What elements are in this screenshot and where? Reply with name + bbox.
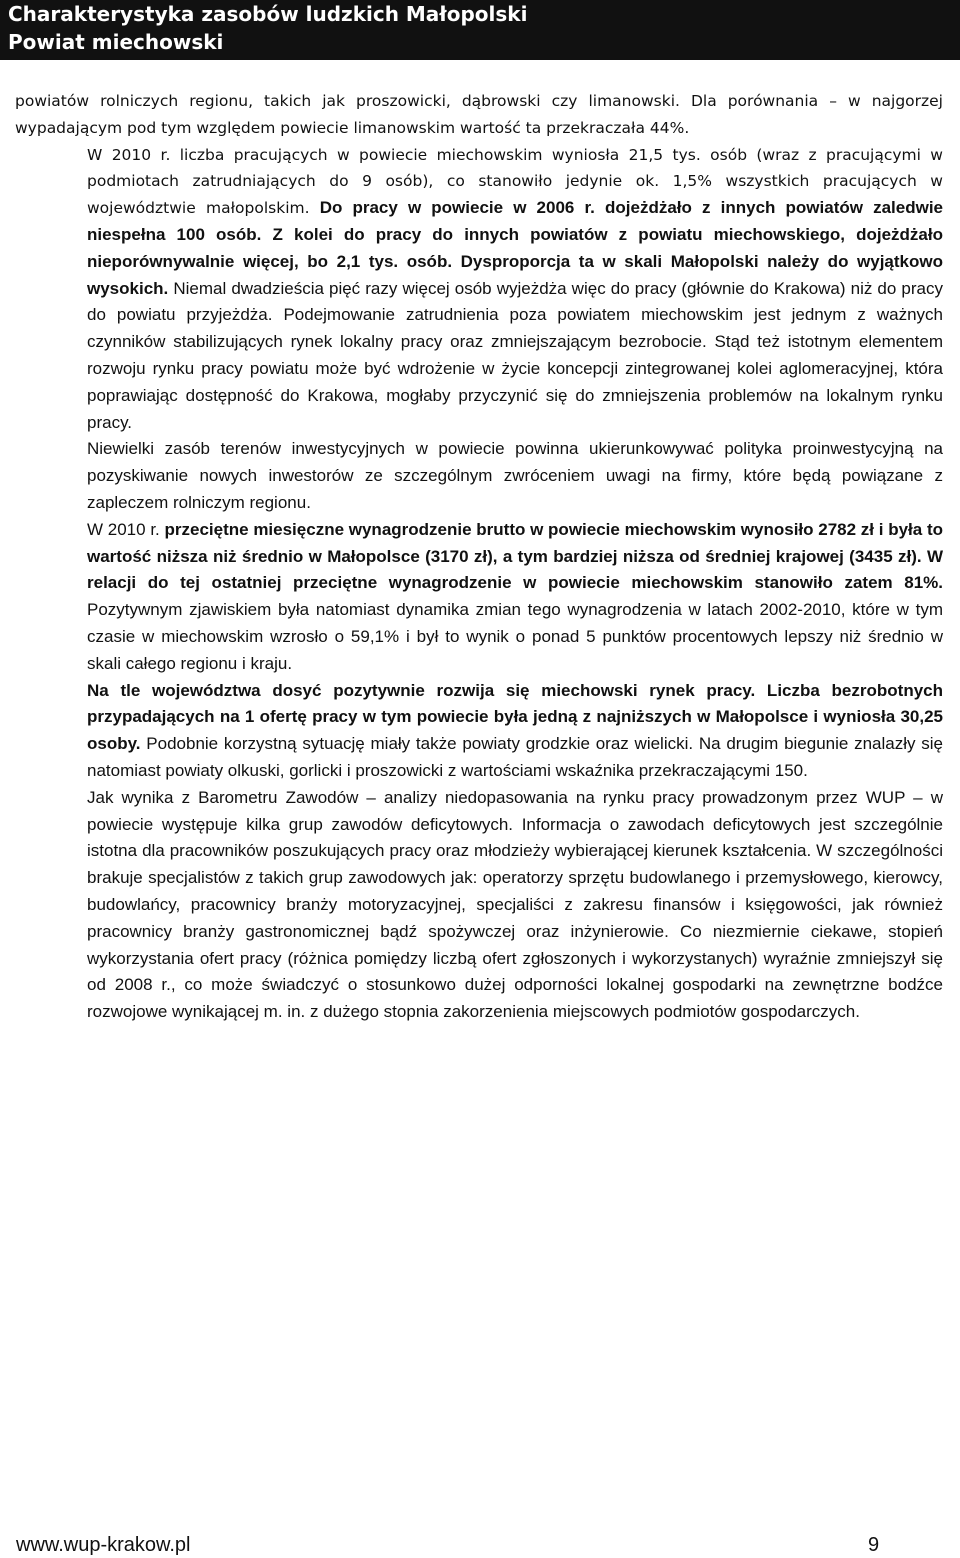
paragraph-1: powiatów rolniczych regionu, takich jak proszowicki, dąbrowski czy limanowski. Dla porównania – w najgorzej wypadającym pod tym względem powiecie limanowskim wartość ta przekraczała 44%. [15,92,943,137]
paragraph-5 [15,678,943,785]
paragraph-4 [15,517,943,678]
page-header [0,0,960,60]
paragraph-4-highlight: przeciętne miesięczne wynagrodzenie brutto w powiecie miechowskim wynosiło 2782 zł i była to wartość niższa niż średnio w Małopolsce (3170 zł), a tym bardziej niższa od średniej krajowej (3435 zł). W relacji do tej ostatniej przeciętne wynagrodzenie w powiecie miechowskim stanowiło zatem 81%. [87,519,943,593]
document-body [15,88,943,1026]
paragraph-6: Jak wynika z Barometru Zawodów – analizy niedopasowania na rynku pracy prowadzonym przez WUP – w powiecie występuje kilka grup zawodów deficytowych. Informacja o zawodach deficytowych jest szczególnie istotna dla pracowników poszukujących pracy oraz młodzieży wybierającej kierunek kształcenia. W szczególności brakuje specjalistów z takich grup zawodowych jak: operatorzy sprzętu budowlanego i przemysłowego, kierowcy, budowlańcy, pracownicy branży motoryzacyjnej, specjaliści z zakresu finansów i księgowości, jak również pracownicy branży gastronomicznej bądź spożywczej oraz inżynierowie. Co niezmiernie ciekawe, stopień wykorzystania ofert pracy (różnica pomiędzy liczbą ofert zgłoszonych i wykorzystanych) wyraźnie zmniejszył się od 2008 r., co może świadczyć o stosunkowo dużej odporności lokalnej gospodarki na zewnętrzne bodźce rozwojowe wynikającej m. in. z dużego stopnia zakorzenienia miejscowych podmiotów gospodarczych. [87,787,943,1022]
header-title: Charakterystyka zasobów ludzkich Małopolski [8,2,528,26]
paragraph-2-highlight: Do pracy w powiecie w 2006 r. dojeżdżało z innych powiatów zaledwie niespełna 100 osób. Z kolei do pracy do innych powiatów z powiatu miechowskiego, dojeżdżało nieporównywalnie więcej, bo 2,1 tys. osób. Dysproporcja ta w skali Małopolski należy do wyjątkowo wysokich. [87,198,943,298]
footer-url[interactable]: www.wup-krakow.pl [16,1534,191,1556]
paragraph-3: Niewielki zasób terenów inwestycyjnych w powiecie powinna ukierunkowywać polityka proinwestycyjną na pozyskiwanie nowych inwestorów ze szczególnym zwróceniem uwagi na firmy, które będą powiązane z zapleczem rolniczym regionu. [87,439,943,512]
header-subtitle: Powiat miechowski [8,30,224,54]
paragraph-4-year: W 2010 r. [87,519,160,539]
paragraph-4-body: Pozytywnym zjawiskiem była natomiast dynamika zmian tego wynagrodzenia w latach 2002-2010, które w tym czasie w miechowskim wzrosło o 59,1% i był to wynik o ponad 5 punktów procentowych lepszy niż średnio w skali całego regionu i kraju. [87,600,943,673]
paragraph-5-highlight: Na tle województwa dosyć pozytywnie rozwija się miechowski rynek pracy. Liczba bezrobotnych przypadających na 1 ofertę pracy w tym powiecie była jedną z najniższych w Małopolsce i wyniosła 30,25 osoby. [87,680,943,754]
paragraph-2-body: Niemal dwadzieścia pięć razy więcej osób wyjeżdża więc do pracy (głównie do Krakowa) niż do pracy do powiatu przyjeżdża. Podejmowanie zatrudnienia poza powiatem miechowskim jest jednym z ważnych czynników stabilizujących rynek lokalny pracy oraz zmniejszającym bezrobocie. Stąd też istotnym elementem rozwoju rynku pracy powiatu może być wdrożenie w życie koncepcji zintegrowanej kolei aglomeracyjnej, która poprawiając dostępność do Krakowa, mogłaby przyczynić się do zmniejszenia problemów na lokalnym rynku pracy. [87,278,943,432]
paragraph-2-intro: W 2010 r. liczba pracujących w powiecie miechowskim wyniosła 21,5 tys. osób (wraz z pracującymi w podmiotach zatrudniających do 9 osób), co stanowiło jedynie ok. 1,5% wszystkich pracujących w województwie małopolskim. [87,145,943,218]
paragraph-2 [15,142,943,437]
paragraph-5-body: Podobnie korzystną sytuację miały także powiaty grodzkie oraz wielicki. Na drugim biegunie znalazły się natomiast powiaty olkuski, gorlicki i proszowicki z wartościami wskaźnika przekraczającymi 150. [87,734,944,780]
page-number: 9 [868,1534,880,1556]
